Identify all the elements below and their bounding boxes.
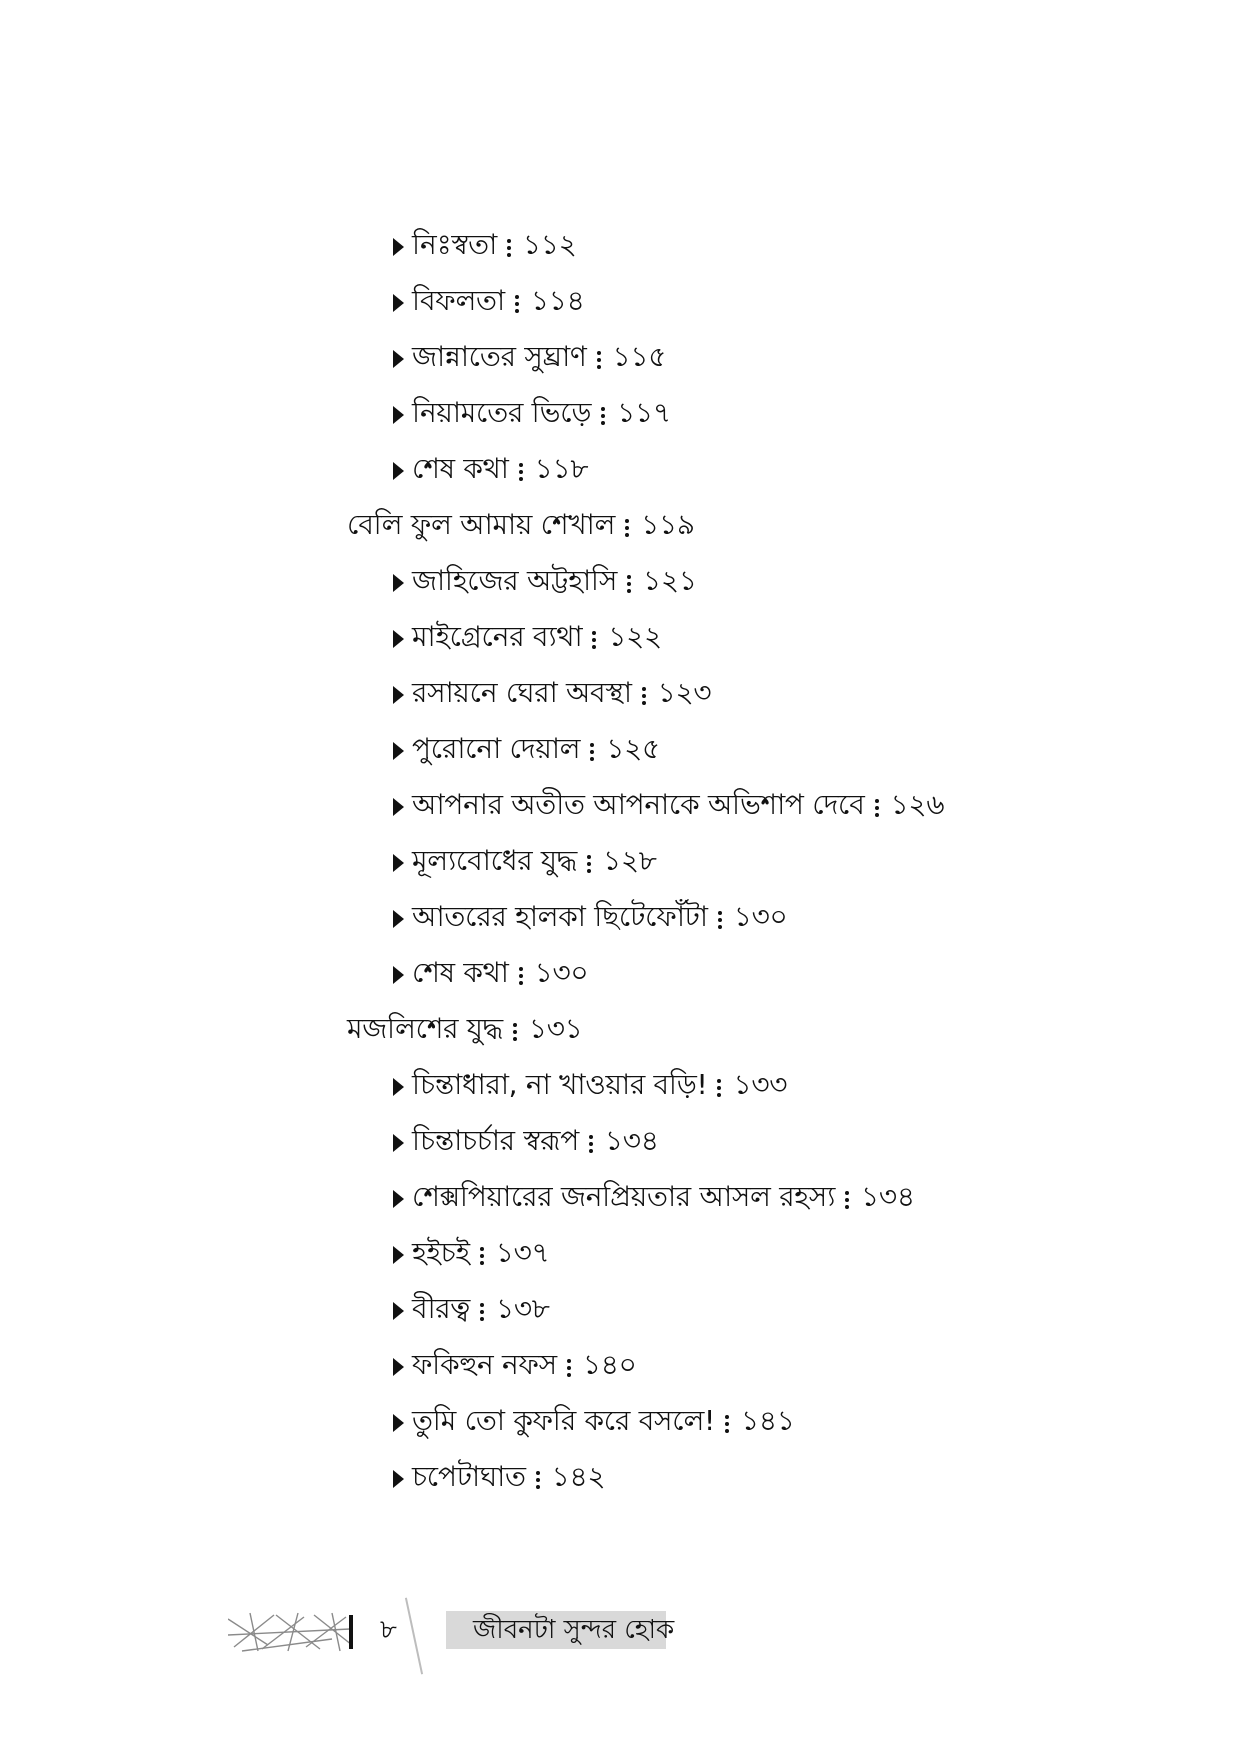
toc-entry [393,1289,550,1329]
toc-entry-page: ১৪২ [551,1460,606,1493]
bullet-triangle-icon [393,1470,404,1488]
separator-dots [717,1079,721,1100]
toc-entry-title: চপেটাঘাত [412,1460,526,1493]
toc-entry [393,1345,636,1385]
toc-entry-title: পুরোনো দেয়াল [412,732,581,765]
toc-entry-page: ১৩০ [733,900,788,933]
toc-entry [393,897,787,937]
separator-dots [519,463,523,484]
toc-entry-title: জান্নাতের সুঘ্রাণ [412,340,587,373]
bullet-triangle-icon [393,1190,404,1208]
bullet-triangle-icon [393,686,404,704]
bullet-triangle-icon [393,1302,404,1320]
toc-entry-page: ১২৫ [606,732,660,765]
toc-entry-page: ১২৩ [657,676,712,709]
toc-entry-page: ১২৬ [890,788,945,821]
toc-entry-page: ১৪১ [740,1404,795,1437]
toc-entry-page: ১৩৪ [604,1124,659,1157]
separator-dots [507,239,511,260]
separator-dots [480,1303,484,1324]
toc-entry-page: ১১৪ [530,284,585,317]
separator-dots [718,911,722,932]
toc-entry-page: ১৩৩ [733,1068,788,1101]
toc-entry-title: শেষ কথা [412,452,509,485]
bullet-triangle-icon [393,574,404,592]
separator-dots [589,1135,593,1156]
separator-dots [725,1415,729,1436]
toc-entry-page: ১৩৭ [495,1236,550,1269]
page-number: ৮ [380,1615,397,1645]
separator-dots [515,295,519,316]
toc-entry [393,561,697,601]
bullet-triangle-icon [393,854,404,872]
bullet-triangle-icon [393,238,404,256]
bullet-triangle-icon [393,350,404,368]
bullet-triangle-icon [393,1358,404,1376]
toc-entry-page: ১১২ [522,228,577,261]
toc-entry-title: মাইগ্রেনের ব্যথা [412,620,583,653]
toc-entry [393,1233,549,1273]
toc-entry-title: নিয়ামতের ভিড়ে [412,396,592,429]
footer-ornament-icon [228,1611,354,1653]
toc-entry-title: রসায়নে ঘেরা অবস্থা [412,676,632,709]
separator-dots [601,407,605,428]
separator-dots [513,1023,517,1044]
toc-entry [393,953,588,993]
separator-dots [590,743,594,764]
toc-entry [393,1065,787,1105]
separator-dots [480,1247,484,1268]
toc-entry-page: ১২২ [608,620,662,653]
toc-entry-title: চিন্তাচর্চার স্বরূপ [412,1124,579,1157]
toc-entry [393,1457,605,1497]
toc-entry [393,1177,915,1217]
toc-entry-title: চিন্তাধারা, না খাওয়ার বড়ি! [412,1068,708,1101]
separator-dots [519,967,523,988]
separator-dots [642,687,646,708]
separator-dots [625,519,629,540]
bullet-triangle-icon [393,630,404,648]
toc-entry-title: জাহিজের অট্টহাসি [412,564,618,597]
toc-entry-page: ১১৮ [534,452,589,485]
toc-entry-title: বিফলতা [412,284,505,317]
toc-section-page: ১৩১ [528,1012,583,1045]
bullet-triangle-icon [393,1134,404,1152]
toc-entry-page: ১১৫ [612,340,667,373]
toc-entry-page: ১৩৪ [861,1180,915,1213]
toc-entry [393,617,662,657]
toc-entry-title: আপনার অতীত আপনাকে অভিশাপ দেবে [412,788,865,821]
bullet-triangle-icon [393,462,404,480]
page-footer [228,1611,675,1653]
toc-section-page: ১১৯ [641,508,695,541]
toc-entry-page: ১১৭ [617,396,671,429]
toc-entry [393,729,660,769]
separator-dots [845,1191,849,1212]
bullet-triangle-icon [393,966,404,984]
toc-entry-page: ১২১ [643,564,697,597]
toc-entry [393,673,711,713]
bullet-triangle-icon [393,1246,404,1264]
toc-entry [393,225,577,265]
separator-dots [627,575,631,596]
toc-section [347,505,695,545]
bullet-triangle-icon [393,1414,404,1432]
bullet-triangle-icon [393,294,404,312]
toc-entry [393,1401,795,1441]
separator-dots [597,351,601,372]
toc-entry-page: ১২৮ [603,844,657,877]
bullet-triangle-icon [393,910,404,928]
toc-section-title: বেলি ফুল আমায় শেখাল [347,508,616,541]
separator-dots [587,855,591,876]
separator-dots [592,631,596,652]
toc-entry-title: বীরত্ব [412,1292,471,1325]
footer-page-box [354,1611,446,1649]
toc-entry [393,281,584,321]
toc-entry [393,1121,659,1161]
toc-entry-title: শেষ কথা [412,956,509,989]
toc-entry-title: হইচই [412,1236,470,1269]
toc-entry [393,337,666,377]
bullet-triangle-icon [393,1078,404,1096]
toc-entry-title: মূল্যবোধের যুদ্ধ [412,844,577,877]
toc-entry-page: ১৩৮ [496,1292,550,1325]
toc-entry-title: ফকিহুন নফস [412,1348,557,1381]
toc-entry-page: ১৪০ [582,1348,637,1381]
toc-entry [393,841,657,881]
toc-entry-page: ১৩০ [534,956,589,989]
toc-entry [393,449,588,489]
bullet-triangle-icon [393,742,404,760]
separator-dots [536,1471,540,1492]
bullet-triangle-icon [393,798,404,816]
bullet-triangle-icon [393,406,404,424]
separator-dots [875,799,879,820]
toc-entry-title: তুমি তো কুফরি করে বসলে! [412,1404,715,1437]
toc-entry-title: আতরের হালকা ছিটেফোঁটা [412,900,708,933]
toc-entry [393,785,944,825]
toc-entry [393,393,671,433]
toc-section [347,1009,583,1049]
toc-entry-title: নিঃস্বতা [412,228,497,261]
toc-entry-title: শেক্সপিয়ারের জনপ্রিয়তার আসল রহস্য [412,1180,836,1213]
separator-dots [567,1359,571,1380]
toc-section-title: মজলিশের যুদ্ধ [347,1012,503,1045]
book-title: জীবনটা সুন্দর হোক [473,1615,675,1645]
